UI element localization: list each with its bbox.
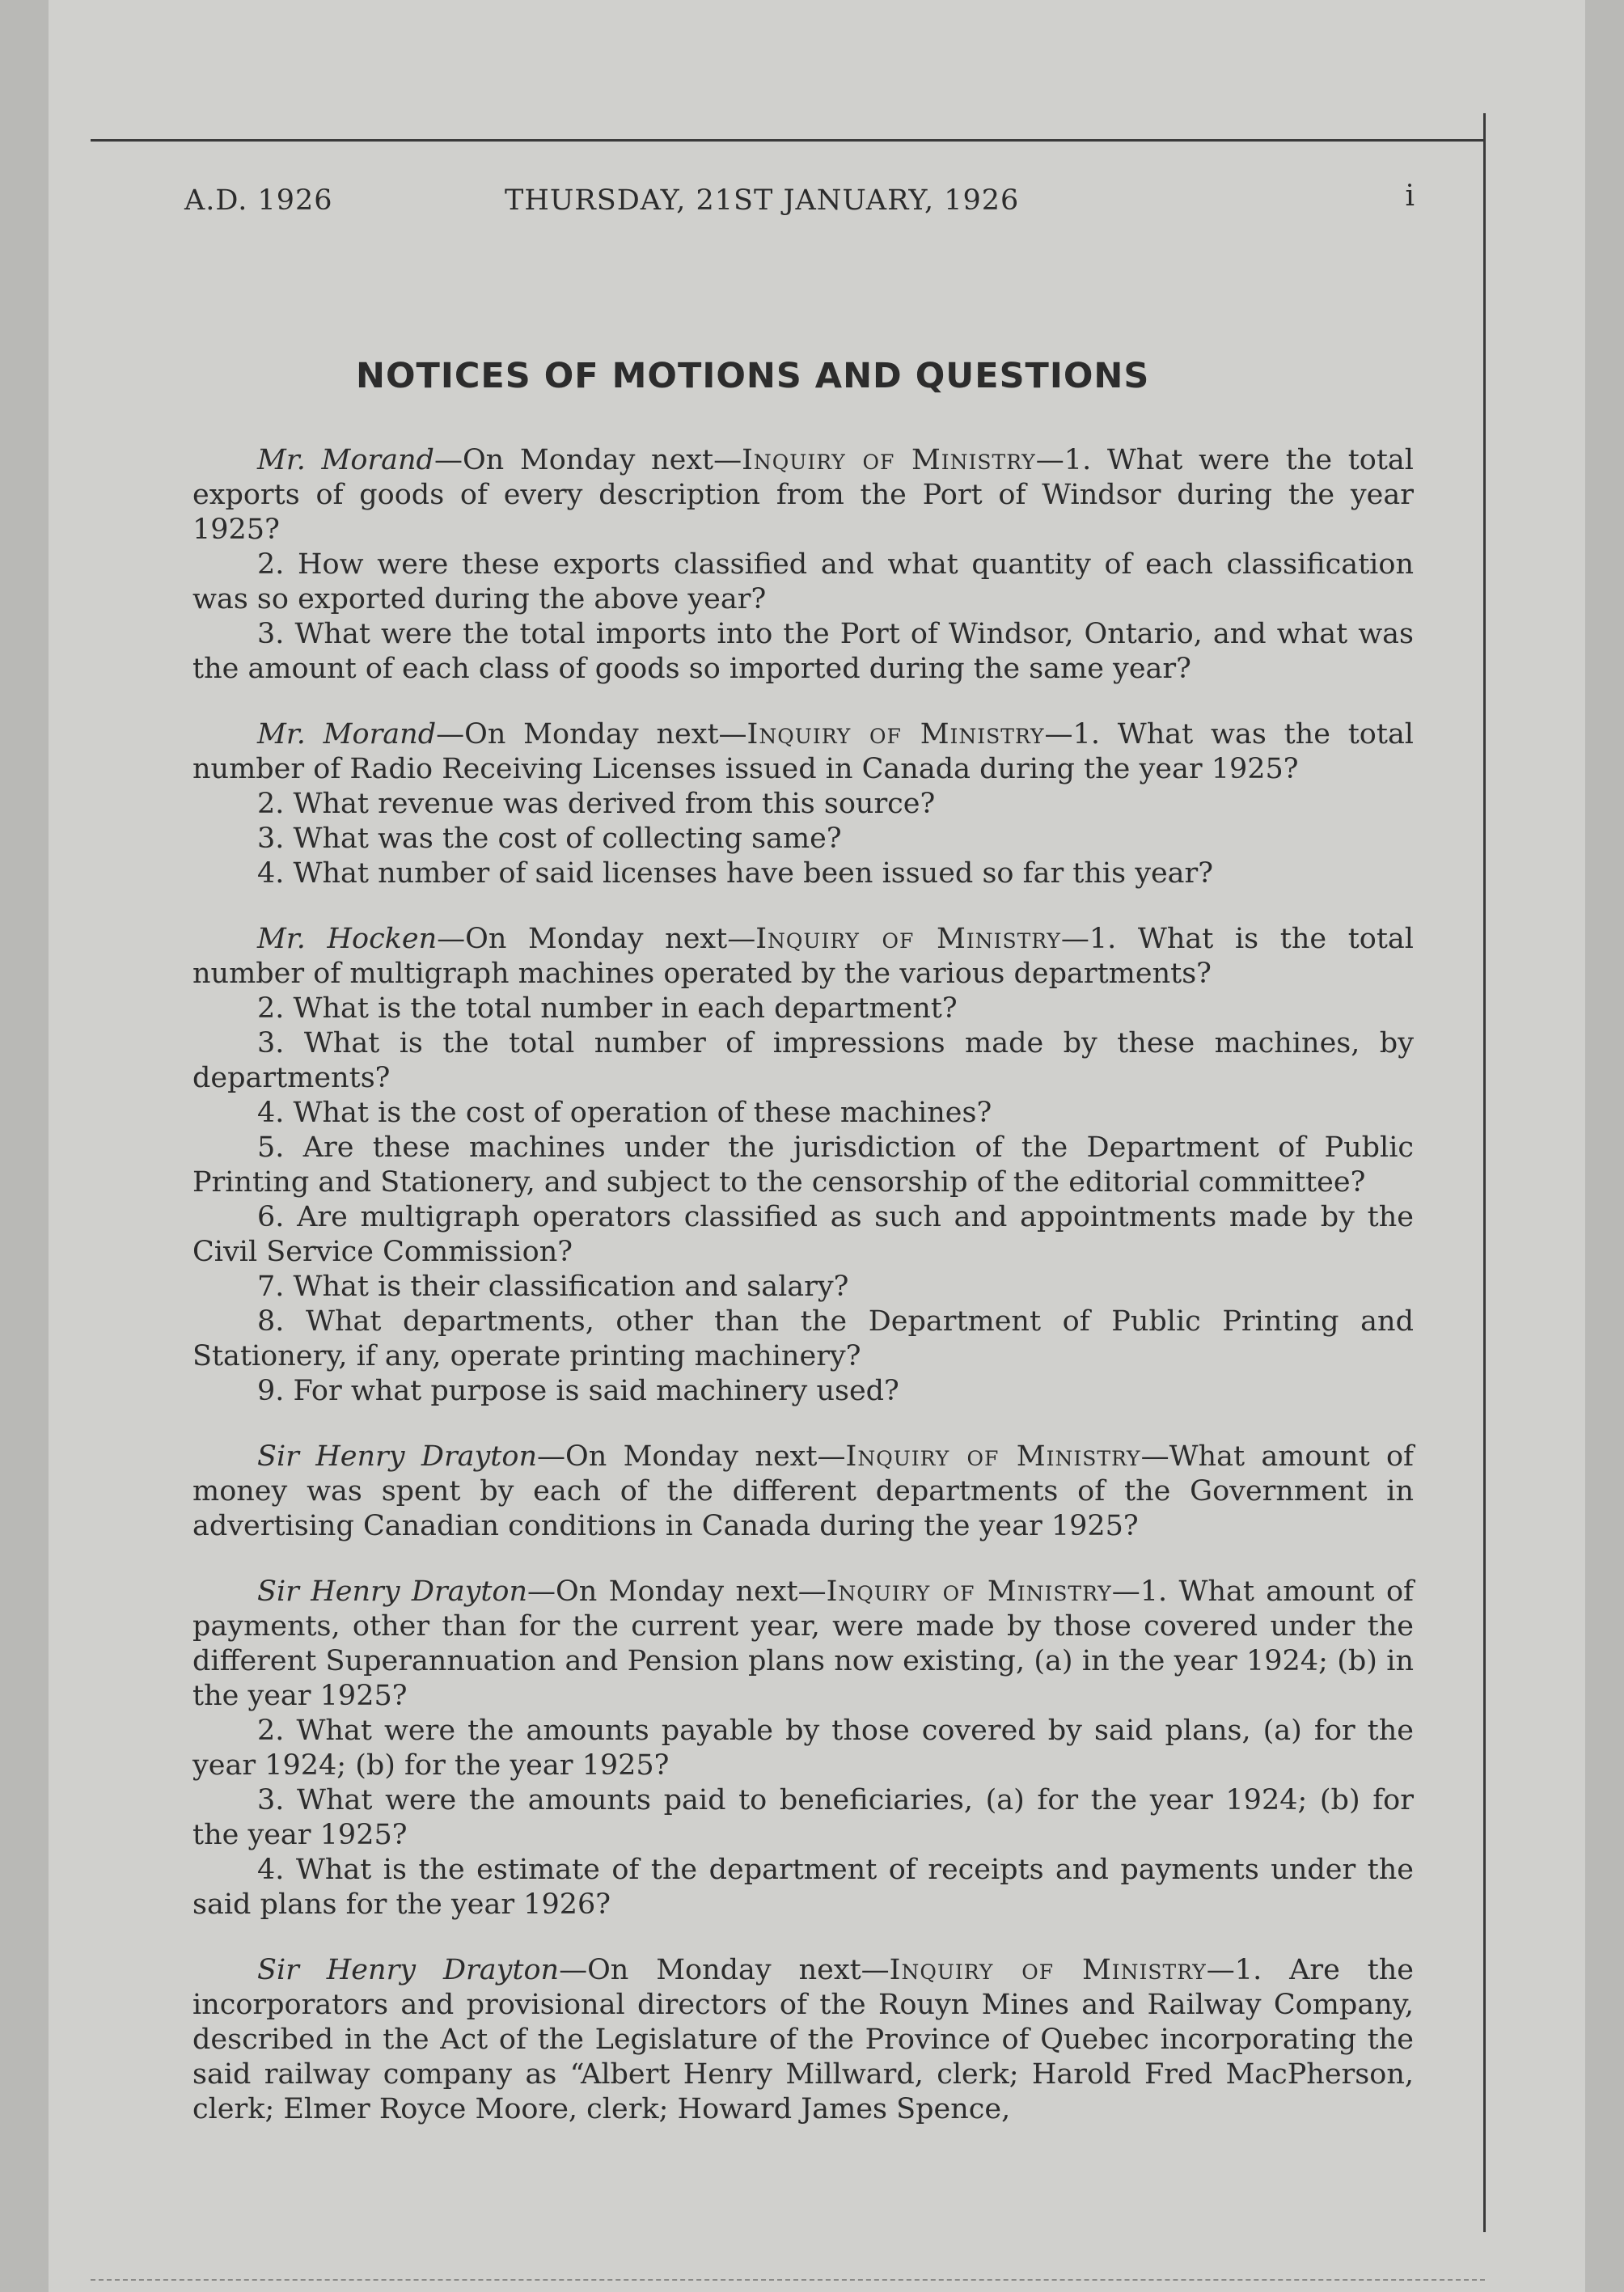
notice-subquestion: 2. How were these exports classified and what quantity of each classification was so exported during the above year? — [192, 548, 1414, 615]
notice-block — [192, 717, 1414, 891]
notice-first-paragraph — [192, 443, 1414, 548]
right-margin-rule — [1483, 113, 1486, 2232]
notice-subquestion: 4. What number of said licenses have been issued so far this year? — [257, 857, 1214, 890]
notice-inquiry-heading: Inquiry of Ministry — [742, 444, 1036, 476]
notice-subquestion: 8. What departments, other than the Department of Public Printing and Stationery, if any, operate printing machinery? — [192, 1305, 1414, 1372]
notice-block — [192, 1440, 1414, 1544]
notice-subquestion: 2. What were the amounts payable by those covered by said plans, (a) for the year 1924; (b) for the year 1925? — [192, 1715, 1414, 1782]
notice-intro: —On Monday next— — [433, 444, 742, 476]
notice-subquestion: 3. What were the amounts paid to beneficiaries, (a) for the year 1924; (b) for the year 1925? — [192, 1784, 1414, 1851]
notice-mover: Mr. Hocken — [257, 923, 438, 955]
notice-first-paragraph — [192, 1575, 1414, 1714]
notice-subquestion: 7. What is their classification and salary? — [257, 1271, 849, 1303]
notice-intro: —On Monday next— — [437, 923, 756, 955]
notice-question-text: —1. What amount of payments, other than for the current year, were made by those covered under the different Superannuation and Pension plans now existing, (a) in the year 1924; (b) in the year 1925? — [192, 1575, 1414, 1712]
notice-subquestion: 3. What was the cost of collecting same? — [257, 822, 842, 855]
notice-intro: —On Monday next— — [537, 1440, 846, 1473]
notice-subquestion: 6. Are multigraph operators classified as such and appointments made by the Civil Service Commission? — [192, 1201, 1414, 1268]
notice-inquiry-heading: Inquiry of Ministry — [889, 1954, 1207, 1986]
notice-intro: —On Monday next— — [527, 1575, 827, 1608]
notice-mover: Sir Henry Drayton — [257, 1440, 537, 1473]
notice-subquestion: 3. What were the total imports into the Port of Windsor, Ontario, and what was the amount of each class of goods so imported during the same year? — [192, 618, 1414, 685]
notice-block — [192, 443, 1414, 687]
notice-inquiry-heading: Inquiry of Ministry — [755, 923, 1061, 955]
bottom-edge-line — [91, 2279, 1485, 2281]
header-date: THURSDAY, 21ST JANUARY, 1926 — [505, 184, 1020, 217]
notice-subquestion: 9. For what purpose is said machinery used? — [257, 1375, 899, 1407]
notices-list — [192, 443, 1414, 2158]
notice-subquestion: 4. What is the estimate of the department of receipts and payments under the said plans for the year 1926? — [192, 1854, 1414, 1921]
notice-mover: Mr. Morand — [257, 718, 437, 751]
notice-subquestion: 5. Are these machines under the jurisdiction of the Department of Public Printing and Stationery, and subject to the censorship of the editorial committee? — [192, 1131, 1414, 1199]
notice-block — [192, 1575, 1414, 1922]
notice-intro: —On Monday next— — [559, 1954, 890, 1986]
notice-first-paragraph — [192, 1440, 1414, 1544]
top-rule — [91, 139, 1485, 142]
notice-inquiry-heading: Inquiry of Ministry — [746, 718, 1045, 751]
notice-subquestion: 2. What revenue was derived from this source? — [257, 788, 936, 820]
notice-first-paragraph — [192, 717, 1414, 787]
page-header — [184, 180, 1415, 233]
notice-question-text: —What amount of money was spent by each of the different departments of the Government in advertising Canadian conditions in Canada during the year 1925? — [192, 1440, 1415, 1542]
notice-question-text: —1. What is the total number of multigraph machines operated by the various departments? — [192, 923, 1414, 990]
notice-subquestion: 3. What is the total number of impressions made by these machines, by departments? — [192, 1027, 1414, 1094]
notice-block — [192, 1953, 1414, 2127]
notice-mover: Sir Henry Drayton — [257, 1575, 528, 1608]
header-year: A.D. 1926 — [184, 184, 333, 217]
notice-block — [192, 922, 1414, 1409]
notice-subquestion: 4. What is the cost of operation of these machines? — [257, 1097, 992, 1129]
notice-mover: Mr. Morand — [257, 444, 434, 476]
notice-mover: Sir Henry Drayton — [257, 1954, 560, 1986]
page-number: i — [1405, 180, 1415, 213]
notice-inquiry-heading: Inquiry of Ministry — [845, 1440, 1141, 1473]
notice-inquiry-heading: Inquiry of Ministry — [826, 1575, 1112, 1608]
notice-intro: —On Monday next— — [436, 718, 747, 751]
notice-first-paragraph — [192, 1953, 1414, 2127]
page-title: NOTICES OF MOTIONS AND QUESTIONS — [356, 356, 1150, 396]
notice-first-paragraph — [192, 922, 1414, 992]
notice-question-text: —1. What was the total number of Radio Receiving Licenses issued in Canada during the year 1925? — [192, 718, 1415, 785]
notice-question-text: —1. Are the incorporators and provisional directors of the Rouyn Mines and Railway Company, described in the Act of the Legislature of the Province of Quebec incorporating the said railway company as “Albert Henry Millward, clerk; Harold Fred MacPherson, clerk; Elmer Royce Moore, clerk; Howard James Spence, — [192, 1954, 1415, 2125]
notice-subquestion: 2. What is the total number in each department? — [257, 992, 958, 1025]
notice-question-text: —1. What were the total exports of goods of every description from the Port of Windsor during the year 1925? — [192, 444, 1414, 546]
